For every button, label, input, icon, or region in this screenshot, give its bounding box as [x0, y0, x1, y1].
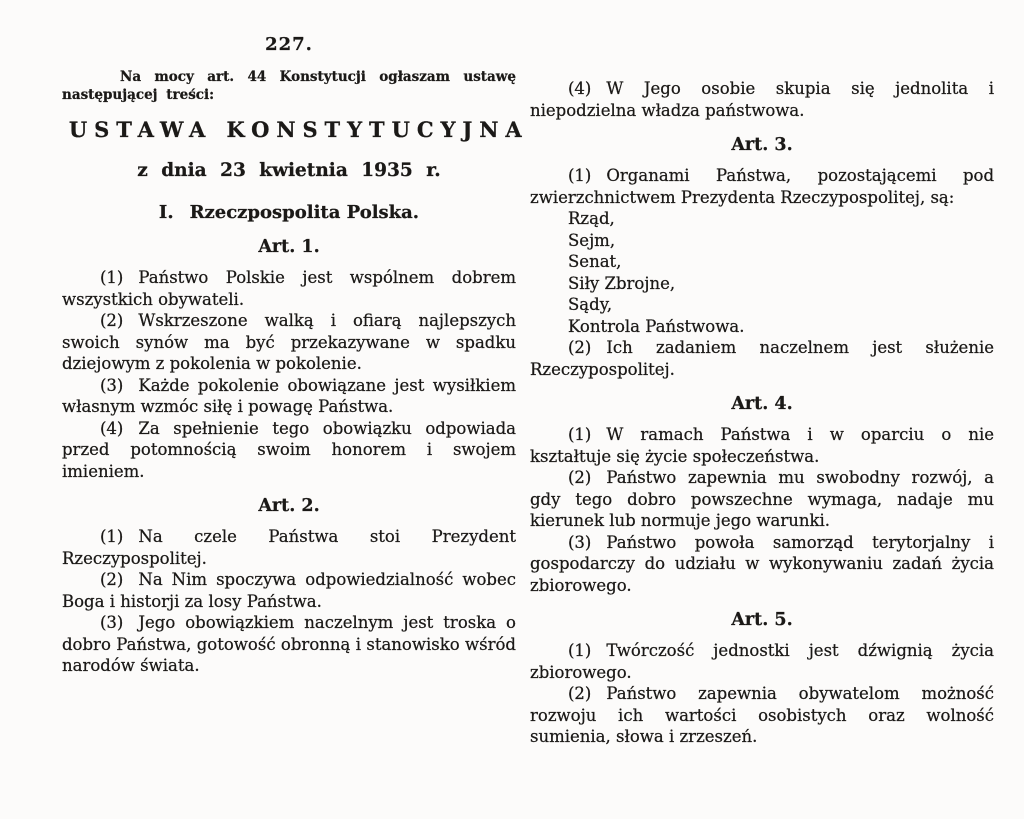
continuation-paragraph	[530, 78, 994, 121]
paragraph-number: (3)	[568, 532, 592, 552]
act-title: USTAWA KONSTYTUCYJNA	[68, 117, 529, 142]
organ-list-item: Siły Zbrojne,	[568, 273, 676, 293]
right-column	[530, 34, 994, 748]
paragraph-text: Na czele Państwa stoi Prezydent Rzeczypospolitej.	[62, 527, 516, 568]
article	[530, 135, 994, 380]
organ-list-item: Kontrola Państwowa.	[568, 316, 745, 336]
paragraph-text: Organami Państwa, pozostającemi pod zwierzchnictwem Prezydenta Rzeczypospolitej, są:	[530, 166, 994, 207]
paragraph-text: Wskrzeszone walką i ofiarą najlepszych swoich synów ma być przekazywane w spadku dziejowym z pokolenia w pokolenie.	[62, 311, 516, 373]
state-organs-list	[530, 208, 994, 337]
article-paragraph	[62, 375, 516, 418]
paragraph-number: (4)	[568, 79, 592, 98]
chapter-title: Rzeczpospolita Polska.	[189, 202, 420, 223]
left-column	[62, 34, 529, 748]
paragraph-number: (1)	[100, 268, 124, 287]
article-heading: Art. 4.	[731, 394, 793, 414]
article	[530, 394, 994, 596]
chapter-heading	[62, 202, 516, 223]
article-paragraph	[530, 640, 994, 683]
paragraph-number: (4)	[100, 418, 124, 438]
paragraph-text: W ramach Państwa i w oparciu o nie kształtuje się życie społeczeństwa.	[530, 425, 994, 466]
article-heading: Art. 2.	[258, 496, 320, 516]
paragraph-number: (2)	[100, 570, 124, 589]
article-paragraph	[530, 337, 994, 380]
article	[62, 237, 516, 482]
article-heading: Art. 3.	[731, 135, 793, 155]
paragraph-number: (3)	[100, 375, 124, 395]
act-number: 227.	[265, 34, 313, 55]
paragraph-text: Jego obowiązkiem naczelnym jest troska o dobro Państwa, gotowość obronną i stanowisko wśród narodów świata.	[62, 613, 516, 675]
act-date: z dnia 23 kwietnia 1935 r.	[137, 160, 441, 181]
article-heading: Art. 1.	[258, 237, 320, 257]
paragraph-text: Państwo powoła samorząd terytorjalny i gospodarczy do udziału w wykonywaniu zadań życia zbiorowego.	[530, 532, 994, 595]
article-paragraph	[530, 532, 994, 597]
organ-list-item: Rząd,	[568, 209, 615, 228]
paragraph-number: (3)	[100, 613, 124, 632]
article-heading: Art. 5.	[731, 610, 793, 630]
paragraph-number: (1)	[100, 527, 124, 546]
paragraph-number: (1)	[568, 641, 592, 660]
article-paragraph	[530, 165, 994, 208]
paragraph-number: (2)	[100, 311, 124, 330]
chapter-number: I.	[158, 202, 174, 223]
article	[62, 496, 516, 677]
paragraph-text: Państwo Polskie jest wspólnem dobrem wszystkich obywateli.	[62, 268, 516, 309]
article-paragraph	[62, 612, 516, 677]
paragraph-number: (2)	[568, 684, 592, 703]
article-paragraph	[62, 418, 516, 483]
article-paragraph	[62, 526, 516, 569]
paragraph-text: W Jego osobie skupia się jednolita i niepodzielna władza państwowa.	[530, 79, 994, 120]
paragraph-text: Za spełnienie tego obowiązku odpowiada przed potomnością swoim honorem i swojem imieniem.	[62, 418, 516, 481]
paragraph-text: Ich zadaniem naczelnem jest służenie Rzeczypospolitej.	[530, 338, 994, 379]
paragraph-text: Państwo zapewnia obywatelom możność rozwoju ich wartości osobistych oraz wolność sumienia, słowa i zrzeszeń.	[530, 684, 994, 746]
promulgation-note: Na mocy art. 44 Konstytucji ogłaszam ustawę następującej treści:	[62, 69, 516, 103]
organ-list-item: Sejm,	[568, 230, 616, 250]
paragraph-text: Państwo zapewnia mu swobodny rozwój, a gdy tego dobro powszechne wymaga, nadaje mu kierunek lub normuje jego warunki.	[530, 468, 994, 530]
article-paragraph	[62, 310, 516, 375]
paragraph-number: (1)	[568, 166, 592, 185]
paragraph-text: Na Nim spoczywa odpowiedzialność wobec Boga i historji za losy Państwa.	[62, 570, 516, 611]
organ-list-item: Sądy,	[568, 295, 613, 314]
paragraph-text: Każde pokolenie obowiązane jest wysiłkiem własnym wzmóc siłę i powagę Państwa.	[62, 375, 516, 416]
article-paragraph	[530, 683, 994, 748]
paragraph-number: (2)	[568, 468, 592, 487]
paragraph-number: (1)	[568, 425, 592, 444]
article-paragraph	[62, 569, 516, 612]
article-paragraph	[530, 424, 994, 467]
article-paragraph	[62, 267, 516, 310]
paragraph-number: (2)	[568, 338, 592, 357]
article	[530, 610, 994, 748]
article-paragraph	[530, 467, 994, 532]
paragraph-text: Twórczość jednostki jest dźwignią życia zbiorowego.	[530, 641, 994, 682]
organ-list-item: Senat,	[568, 252, 622, 271]
